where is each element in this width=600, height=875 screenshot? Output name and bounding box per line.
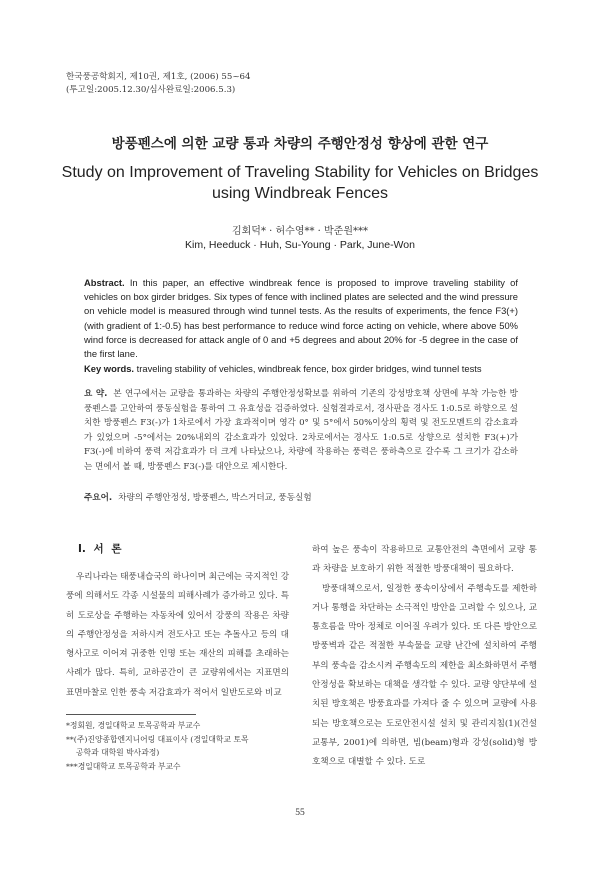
footnote-2-continued: 공학과 대학원 박사과정) [76,748,160,757]
footnotes [66,719,298,773]
abstract-text: In this paper, an effective windbreak fence is proposed to improve traveling stability of vehicles on box girder bridges. Six types of fence with inclined plates are selected and the wind pressure on vehicle model is measured through wind tunnel tests. As the results of experiments, the fence F3(+) (with gradient of 1:-0.5) has best performance to reduce wind force acting on vehicle, where above 50% wind force is decreased for attack angle of 0 and +5 degrees and about 20% for -5 degree in the case of the first lane. [84,277,518,360]
keywords-text: traveling stability of vehicles, windbreak fence, box girder bridges, wind tunnel tests [136,363,482,374]
title-korean: 방풍펜스에 의한 교량 통과 차량의 주행안정성 향상에 관한 연구 [111,136,489,152]
submission-dates: (투고일:2005.12.30/심사완료일:2006.5.3) [66,85,236,95]
abstract-label: Abstract. [84,277,125,288]
page-number: 55 [295,808,305,818]
abstract [84,276,518,361]
journal-citation: 한국풍공학회지, 제10권, 제1호, (2006) 55~64 [66,72,251,82]
right-column [312,541,537,773]
keywords-korean-text: 차량의 주행안정성, 방풍펜스, 박스거더교, 풍동실험 [118,493,312,503]
keywords-korean [84,491,524,503]
keywords-korean-label: 주요어. [84,493,113,503]
authors-korean: 김회덕* · 허수영** · 박준원*** [231,226,368,237]
footnote-1: *정회원, 경일대학교 토목공학과 부교수 [66,721,201,730]
intro-paragraph-2: 방풍대책으로서, 일정한 풍속이상에서 주행속도를 제한하거나 통행을 차단하는 소극적인 방안을 고려할 수 있으나, 교통흐름을 막아 정체로 이어질 우려가 있다. 또 다른 방안으로 방풍벽과 같은 적절한 부속물을 교량 난간에 설치하여 주행부의 풍속을 감소시켜 주행속도의 제한을 최소화하면서 주행안정성을 확보하는 대책을 생각할 수 있다. 교량 양단부에 설치된 방호책은 방풍효과를 가져다 줄 수 있으며 교량에 사용되는 방호책으로는 도로안전시설 설치 및 관리지침(1)(건설교통부, 2001)에 의하면, 빔(beam)형과 강성(solid)형 방호책으로 대별할 수 있다. 도로 [312,583,537,768]
keywords-label: Key words. [84,363,135,374]
summary-label: 요 약. [84,389,108,399]
journal-info [66,71,251,97]
authors-english: Kim, Heeduck · Huh, Su-Young · Park, June-Won [185,239,415,251]
left-column [66,541,289,703]
summary-korean [84,387,518,475]
title-english: Study on Improvement of Traveling Stability for Vehicles on Bridges using Windbreak Fences [61,164,539,202]
footnote-3: ***경일대학교 토목공학과 부교수 [66,761,181,771]
footnote-divider [66,714,196,715]
keywords [84,362,524,376]
section-heading: I. 서 론 [78,543,122,555]
intro-paragraph-1: 우리나라는 태풍내습국의 하나이며 최근에는 국지적인 강풍에 의해서도 각종 시설물의 피해사례가 증가하고 있다. 특히 도로상을 주행하는 자동차에 있어서 강풍의 작용은 차량의 주행안정성을 저하시켜 전도사고 또는 추돌사고 등의 대형사고로 이어져 귀중한 인명 또는 재산의 피해를 초래하는 사례가 많다. 특히, 교하공간이 큰 교량위에서는 지표면의 표면마찰로 인한 풍속 저감효과가 적어서 일반도로와 비교 [66,572,289,698]
footnote-2: **(주)진양종합엔지니어링 대표이사 (경일대학교 토목 [66,734,249,744]
intro-paragraph-continued: 하여 높은 풍속이 작용하므로 교통안전의 측면에서 교량 통과 차량을 보호하기 위한 적절한 방풍대책이 필요하다. [312,545,537,575]
summary-text: 본 연구에서는 교량을 통과하는 차량의 주행안정성확보를 위하여 기존의 강성방호책 상면에 부착 가능한 방풍펜스를 고안하여 풍동실험을 통하여 그 유효성을 검증하였다. 실험결과로서, 경사판을 경사도 1:0.5로 하향으로 설치한 방풍펜스 F3(-)가 1차로에서 가장 효과적이며 영각 0° 및 5°에서 50%이상의 횡력 및 전도모멘트의 감소효과가 있었으며 -5°에서는 20%내외의 감소효과가 있었다. 2차로에서는 경사도 1:0.5로 상향으로 설치한 F3(+)가 F3(-)에 비하여 풍력 저감효과가 더 크게 나타났으나, 차량에 작용하는 풍력은 풍하측으로 갈수록 그 크기가 감소하는 면에서 볼 때, 방풍펜스 F3(-)를 대안으로 제시한다. [84,389,518,472]
